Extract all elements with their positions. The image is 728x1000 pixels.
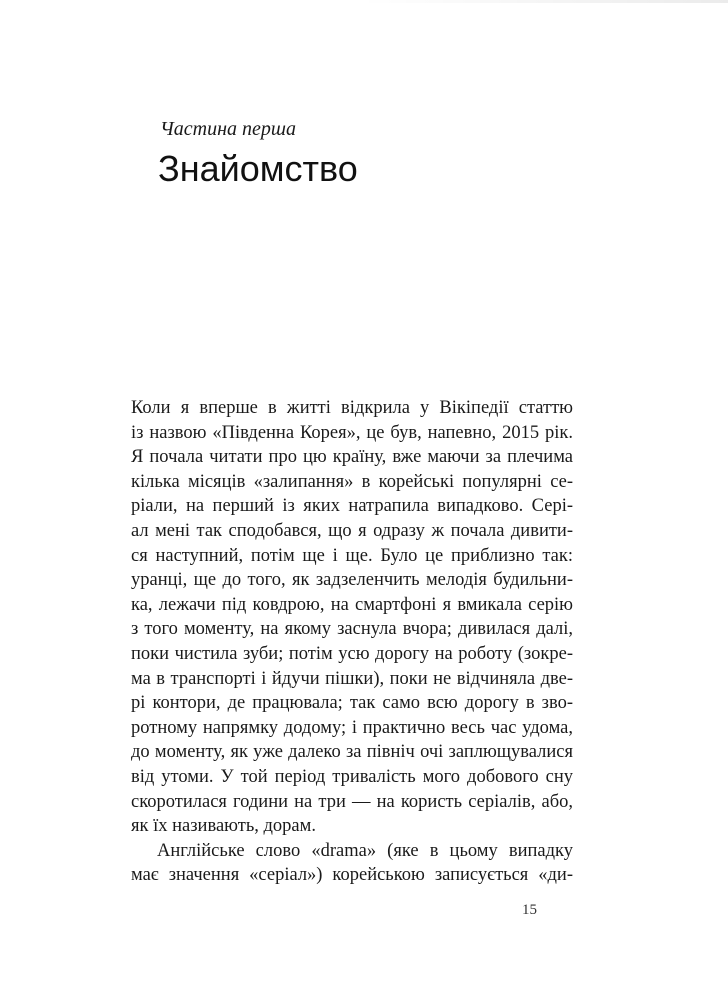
text-line: поки чистила зуби; потім усю дорогу на роботу (зокре- bbox=[131, 643, 573, 664]
text-line: ріали, на перший із яких натрапила випадково. Серi- bbox=[131, 496, 573, 517]
text-line: ся наступний, потім ще і ще. Було це приблизно так: bbox=[131, 545, 573, 566]
part-label: Частина перша bbox=[160, 118, 296, 140]
text-line: ка, лежачи під ковдрою, на смартфоні я вмикала серію bbox=[131, 594, 573, 615]
text-line: скоротилася години на три — на користь серіалів, або, bbox=[131, 791, 573, 812]
text-line: до моменту, як уже далеко за північ очі заплющувалися bbox=[131, 742, 573, 763]
text-line: ротному напрямку додому; і практично весь час удома, bbox=[131, 717, 573, 738]
text-line: ал мені так сподобався, що я одразу ж почала дивити- bbox=[131, 520, 573, 541]
text-line: уранці, ще до того, як задзеленчить мелодія будильни- bbox=[131, 570, 573, 591]
page-number: 15 bbox=[522, 902, 537, 918]
text-line: як їх називають, дорам. bbox=[131, 816, 316, 837]
text-line: ма в транспорті і йдучи пішки), поки не відчиняла две- bbox=[131, 668, 573, 689]
text-line: Я почала читати про цю країну, вже маючи за плечима bbox=[131, 447, 573, 468]
paragraph bbox=[131, 396, 573, 839]
text-line: Англійське слово «drama» (яке в цьому випадку bbox=[157, 840, 573, 861]
text-line: із назвою «Південна Корея», це був, напевно, 2015 рік. bbox=[131, 422, 573, 443]
chapter-title: Знайомство bbox=[158, 148, 358, 189]
body-text bbox=[131, 396, 573, 888]
text-line: від утоми. У той період тривалість мого добового сну bbox=[131, 766, 573, 787]
text-line: з того моменту, на якому заснула вчора; дивилася далі, bbox=[131, 619, 573, 640]
text-line: Коли я вперше в житті відкрила у Вікіпедії статтю bbox=[131, 398, 573, 418]
text-line: кілька місяців «залипання» в корейські популярні се- bbox=[131, 471, 573, 492]
page-edge-shade bbox=[360, 0, 728, 3]
text-line: рі контори, де працювала; так само всю дорогу в зво- bbox=[131, 693, 573, 714]
text-line: має значення «серіал») корейською записується «ди- bbox=[131, 865, 573, 886]
paragraph bbox=[131, 839, 573, 888]
